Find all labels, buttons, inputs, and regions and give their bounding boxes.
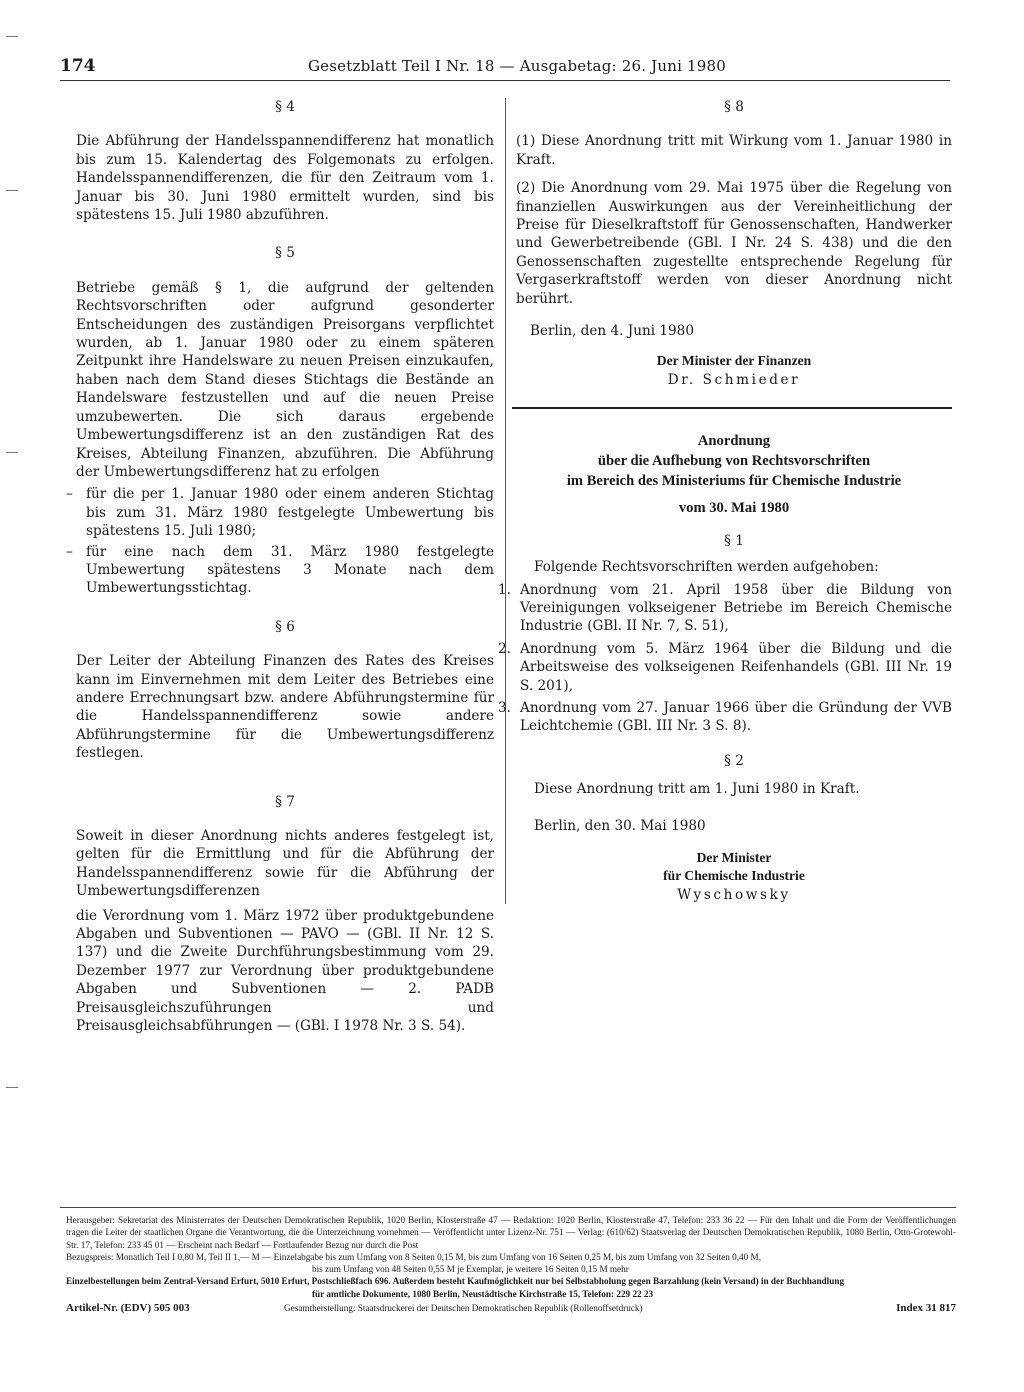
section-6-text: Der Leiter der Abteilung Finanzen des Rates des Kreises kann im Einvernehmen mit dem Leiter des Betriebes eine andere Errechnungsart bzw. andere Abführungstermine für die Handelsspannendifferenz sowie andere Abführungstermine für die Umbewertungsdifferenz festlegen. (76, 653, 494, 762)
section-8-para-1: (1) Diese Anordnung tritt mit Wirkung vom 1. Januar 1980 in Kraft. (516, 133, 952, 168)
margin-mark (6, 452, 18, 453)
ordinance-title-line-1: Anordnung (697, 433, 771, 450)
list-item: – für eine nach dem 31. März 1980 festgelegte Umbewertung spätestens 3 Monate nach dem Umbewertungsstichtag. (64, 543, 494, 598)
section-4-text: Die Abführung der Handelsspannendifferenz hat monatlich bis zum 15. Kalendertag des Folgemonats zu erfolgen. Handelsspannendifferenzen, die für den Zeitraum vom 1. Januar bis 30. Juni 1980 ermittelt wurden, sind bis spätestens 15. Juli 1980 abzuführen. (76, 133, 494, 224)
section-5-heading: § 5 (275, 245, 295, 262)
signer-1-name: Dr. Schmieder (667, 371, 801, 388)
list-item: – für die per 1. Januar 1980 oder einem anderen Stichtag bis zum 31. März 1980 festgelegte Umbewertung bis spätestens 15. Juli 1980; (64, 485, 494, 540)
section-5-list (76, 485, 494, 597)
signer-1-title: Der Minister der Finanzen (656, 353, 812, 369)
place-date-2: Berlin, den 30. Mai 1980 (534, 817, 706, 834)
header-rule (60, 80, 950, 81)
article-number: Artikel-Nr. (EDV) 505 003 (66, 1302, 190, 1315)
footer-bottom-row (66, 1302, 956, 1316)
ordinance-title-line-3: im Bereich des Ministeriums für Chemische Industrie (566, 473, 902, 490)
footer-rule (60, 1207, 956, 1208)
footer-price-1: Bezugspreis: Monatlich Teil I 0,80 M, Teil II 1,— M — Einzelabgabe bis zum Umfang von 8 Seiten 0,15 M, bis zum Umfang von 16 Seiten 0,25 M, bis zum Umfang von 32 Seiten 0,40 M, (66, 1251, 761, 1262)
section-6-heading: § 6 (275, 618, 295, 635)
page-header (60, 56, 950, 78)
footer-orders-1: Einzelbestellungen beim Zentral-Versand Erfurt, 5010 Erfurt, Postschließfach 696. Außerdem besteht Kaufmöglichkeit nur bei Selbstabholung gegen Barzahlung (kein Versand) in der Buchhandlung (66, 1276, 845, 1287)
section-2-text: Diese Anordnung tritt am 1. Juni 1980 in Kraft. (534, 781, 860, 798)
ordinance-date: vom 30. Mai 1980 (678, 500, 790, 517)
section-8-para-2: (2) Die Anordnung vom 29. Mai 1975 über die Regelung von finanziellen Auswirkungen aus der Vereinheitlichung der Preise für Dieselkraftstoff für Genossenschaften, Handwerker und Gewerbetreibende (GBl. I Nr. 24 S. 438) und die den Genossenschaften zugestellte entsprechende Regelung für Vergaserkraftstoff werden von dieser Anordnung nicht berührt. (516, 180, 952, 307)
section-2-heading: § 2 (724, 752, 744, 769)
footer-orders-2: für amtliche Dokumente, 1080 Berlin, Neustädtische Kirchstraße 15, Telefon: 229 22 23 (312, 1288, 654, 1299)
left-column (76, 98, 494, 1045)
section-7-text: Soweit in dieser Anordnung nichts anderes festgelegt ist, gelten für die Ermittlung und für die Abführung der Handelsspannendifferenz sowie für die Abführung der Umbewertungsdifferenzen (76, 828, 494, 900)
signer-2-title-line-2: für Chemische Industrie (663, 868, 805, 884)
ordinance-title (516, 431, 952, 491)
list-item: 3. Anordnung vom 27. Januar 1966 über die Gründung der VVB Leichtchemie (GBl. III Nr. 3 S. 8). (498, 699, 952, 735)
header-title: Gesetzblatt Teil I Nr. 18 — Ausgabetag: 26. Juni 1980 (308, 57, 727, 75)
signer-2-title-line-1: Der Minister (696, 849, 772, 865)
place-date-1: Berlin, den 4. Juni 1980 (530, 323, 694, 340)
margin-mark (6, 36, 18, 37)
section-divider (512, 407, 952, 409)
right-column (498, 98, 952, 904)
list-item: 1. Anordnung vom 21. April 1958 über die Bildung von Vereinigungen volkseigener Betriebe im Bereich Chemische Industrie (GBl. II Nr. 7, S. 51), (498, 581, 952, 635)
page-number: 174 (60, 56, 96, 76)
printer-line: Gesamtherstellung: Staatsdruckerei der Deutschen Demokratischen Republik (Rollenoffsetdruck) (284, 1303, 643, 1314)
section-8-heading: § 8 (724, 99, 744, 115)
section-4-heading: § 4 (275, 99, 295, 115)
footer-price-2: bis zum Umfang von 48 Seiten 0,55 M je Exemplar, je weitere 16 Seiten 0,15 M mehr (312, 1264, 629, 1275)
ordinance-title-line-2: über die Aufhebung von Rechtsvorschriften (597, 453, 871, 470)
signer-2-name: Wyschowsky (677, 886, 791, 903)
section-7-text-2: die Verordnung vom 1. März 1972 über produktgebundene Abgaben und Subventionen — PAVO — (GBl. II Nr. 12 S. 137) und die Zweite Durchführungsbestimmung vom 29. Dezember 1977 zur Verordnung über produktgebundene Abgaben und Subventionen — 2. PADB Preisausgleichszuführungen und Preisausgleichsabführungen — (GBl. I 1978 Nr. 3 S. 54). (76, 907, 494, 1035)
list-item: 2. Anordnung vom 5. März 1964 über die Bildung und die Arbeitsweise des volkseigenen Reifenhandels (GBl. III Nr. 19 S. 201), (498, 640, 952, 694)
index-number: Index 31 817 (896, 1302, 956, 1315)
margin-mark (6, 1087, 18, 1088)
section-1-heading: § 1 (724, 532, 744, 549)
section-7-heading: § 7 (275, 793, 295, 810)
page-footer (66, 1214, 956, 1316)
section-1-intro: Folgende Rechtsvorschriften werden aufgehoben: (534, 559, 879, 576)
margin-mark (6, 190, 18, 191)
section-1-list (498, 581, 952, 736)
column-divider (505, 98, 506, 904)
section-5-text: Betriebe gemäß § 1, die aufgrund der geltenden Rechtsvorschriften oder aufgrund gesonderter Entscheidungen des zuständigen Preisorgans verpflichtet wurden, ab 1. Januar 1980 oder zu einem späteren Zeitpunkt ihre Handelsware zu neuen Preisen einzukaufen, haben nach dem Stand dieses Stichtags die Bestände an Handelsware festzustellen und auf die neuen Preise umzubewerten. Die sich daraus ergebende Umbewertungsdifferenz ist an den zuständigen Rat des Kreises, Abteilung Finanzen, abzuführen. Die Abführung der Umbewertungsdifferenz hat zu erfolgen (76, 279, 494, 480)
footer-imprint: Herausgeber: Sekretariat des Ministerrates der Deutschen Demokratischen Republik, 1020 Berlin, Klosterstraße 47 — Redaktion: 1020 Berlin, Klosterstraße 47, Telefon: 233 36 22 — Für den Inhalt und die Form der Veröffentlichungen tragen die Leiter der staatlichen Organe die Verantwortung, die die Unterzeichnung vornehmen — Veröffentlicht unter Lizenz-Nr. 751 — Verlag: (610/62) Staatsverlag der Deutschen Demokratischen Republik, 1080 Berlin, Otto-Grotewohl-Str. 17, Telefon: 233 45 01 — Erscheint nach Bedarf — Fortlaufender Bezug nur durch die Post (66, 1215, 956, 1250)
